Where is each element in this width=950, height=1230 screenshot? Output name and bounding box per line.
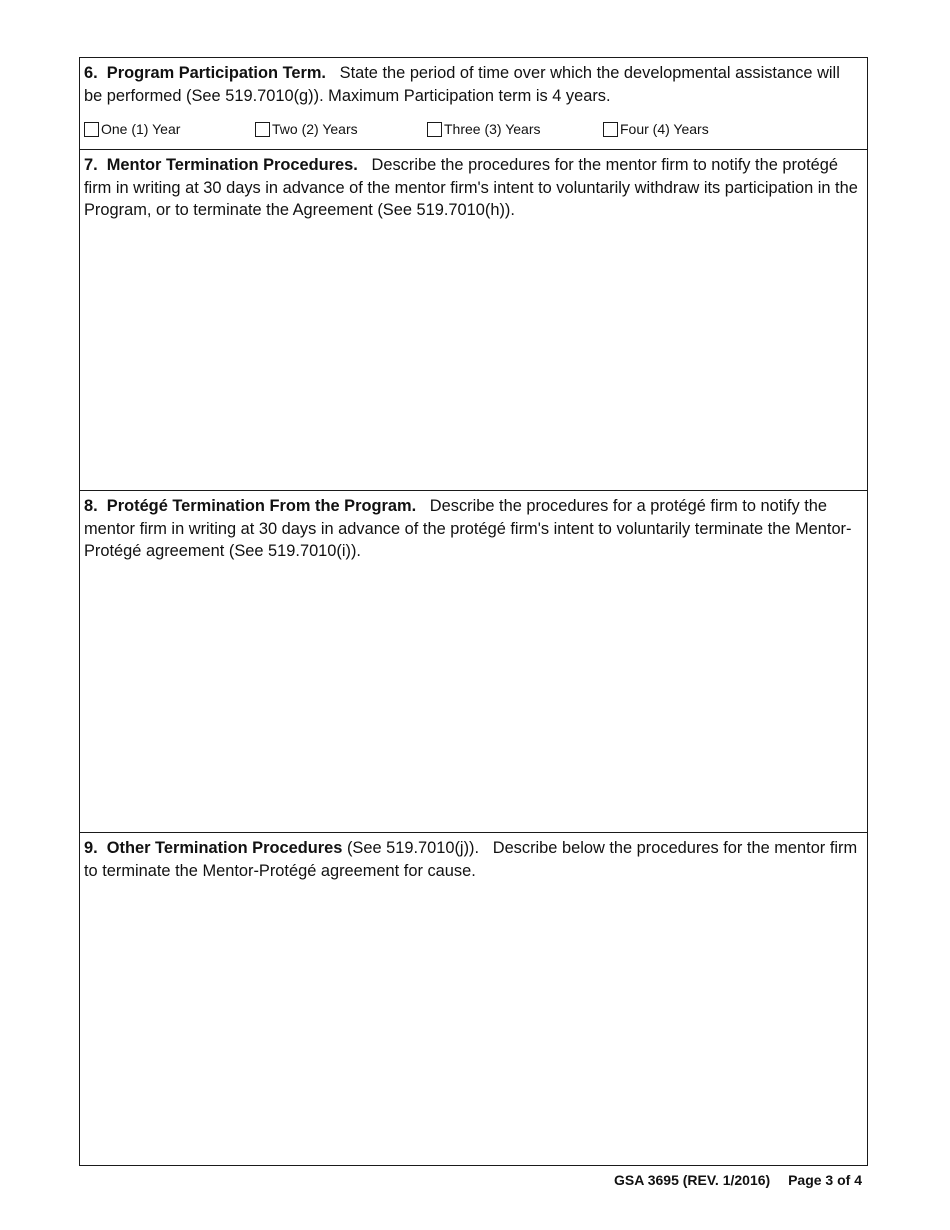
form-identifier: GSA 3695 (REV. 1/2016) [614,1172,771,1188]
section-number: 8. [84,497,98,515]
section-title: Other Termination Procedures [106,839,343,857]
section-reference: (See 519.7010(j)). [346,839,480,857]
section-number: 9. [84,839,98,857]
section-title: Protégé Termination From the Program. [106,497,417,515]
section-number: 6. [84,64,98,82]
option-label: Four (4) Years [620,121,709,137]
section-6-text [84,62,862,107]
section-9-text [84,837,862,882]
checkbox-three-years[interactable] [427,122,442,137]
participation-term-options [84,118,862,138]
option-label: One (1) Year [101,121,181,137]
section-8-text [84,495,862,563]
checkbox-four-years[interactable] [603,122,618,137]
form-page [79,57,868,1166]
section-instructions: Describe the procedures for a protégé firm to notify the mentor firm in writing at 30 days in advance of the protégé firm's intent to voluntarily terminate the Mentor-Protégé agreement (See 519.7010(i)). [84,497,852,560]
option-label: Two (2) Years [272,121,358,137]
page-footer [614,1172,862,1188]
option-two-years[interactable] [255,118,358,141]
section-9-other-termination [80,833,867,1165]
section-title: Mentor Termination Procedures. [106,156,358,174]
section-number: 7. [84,156,98,174]
option-three-years[interactable] [427,118,541,141]
section-7-mentor-termination [80,150,867,491]
option-four-years[interactable] [603,118,709,141]
option-one-year[interactable] [84,118,180,141]
option-label: Three (3) Years [444,121,541,137]
checkbox-two-years[interactable] [255,122,270,137]
checkbox-one-year[interactable] [84,122,99,137]
section-8-protege-termination [80,491,867,833]
section-6-participation-term [80,58,867,150]
section-instructions: Describe the procedures for the mentor firm to notify the protégé firm in writing at 30 days in advance of the mentor firm's intent to voluntarily withdraw its participation in the Program, or to terminate the Agreement (See 519.7010(h)). [84,156,858,219]
section-7-text [84,154,862,222]
section-instructions: State the period of time over which the developmental assistance will be performed (See 519.7010(g)). Maximum Participation term is 4 years. [84,64,840,105]
section-title: Program Participation Term. [106,64,326,82]
section-instructions: Describe below the procedures for the mentor firm to terminate the Mentor-Protégé agreement for cause. [84,839,858,880]
page-number: Page 3 of 4 [788,1172,862,1188]
